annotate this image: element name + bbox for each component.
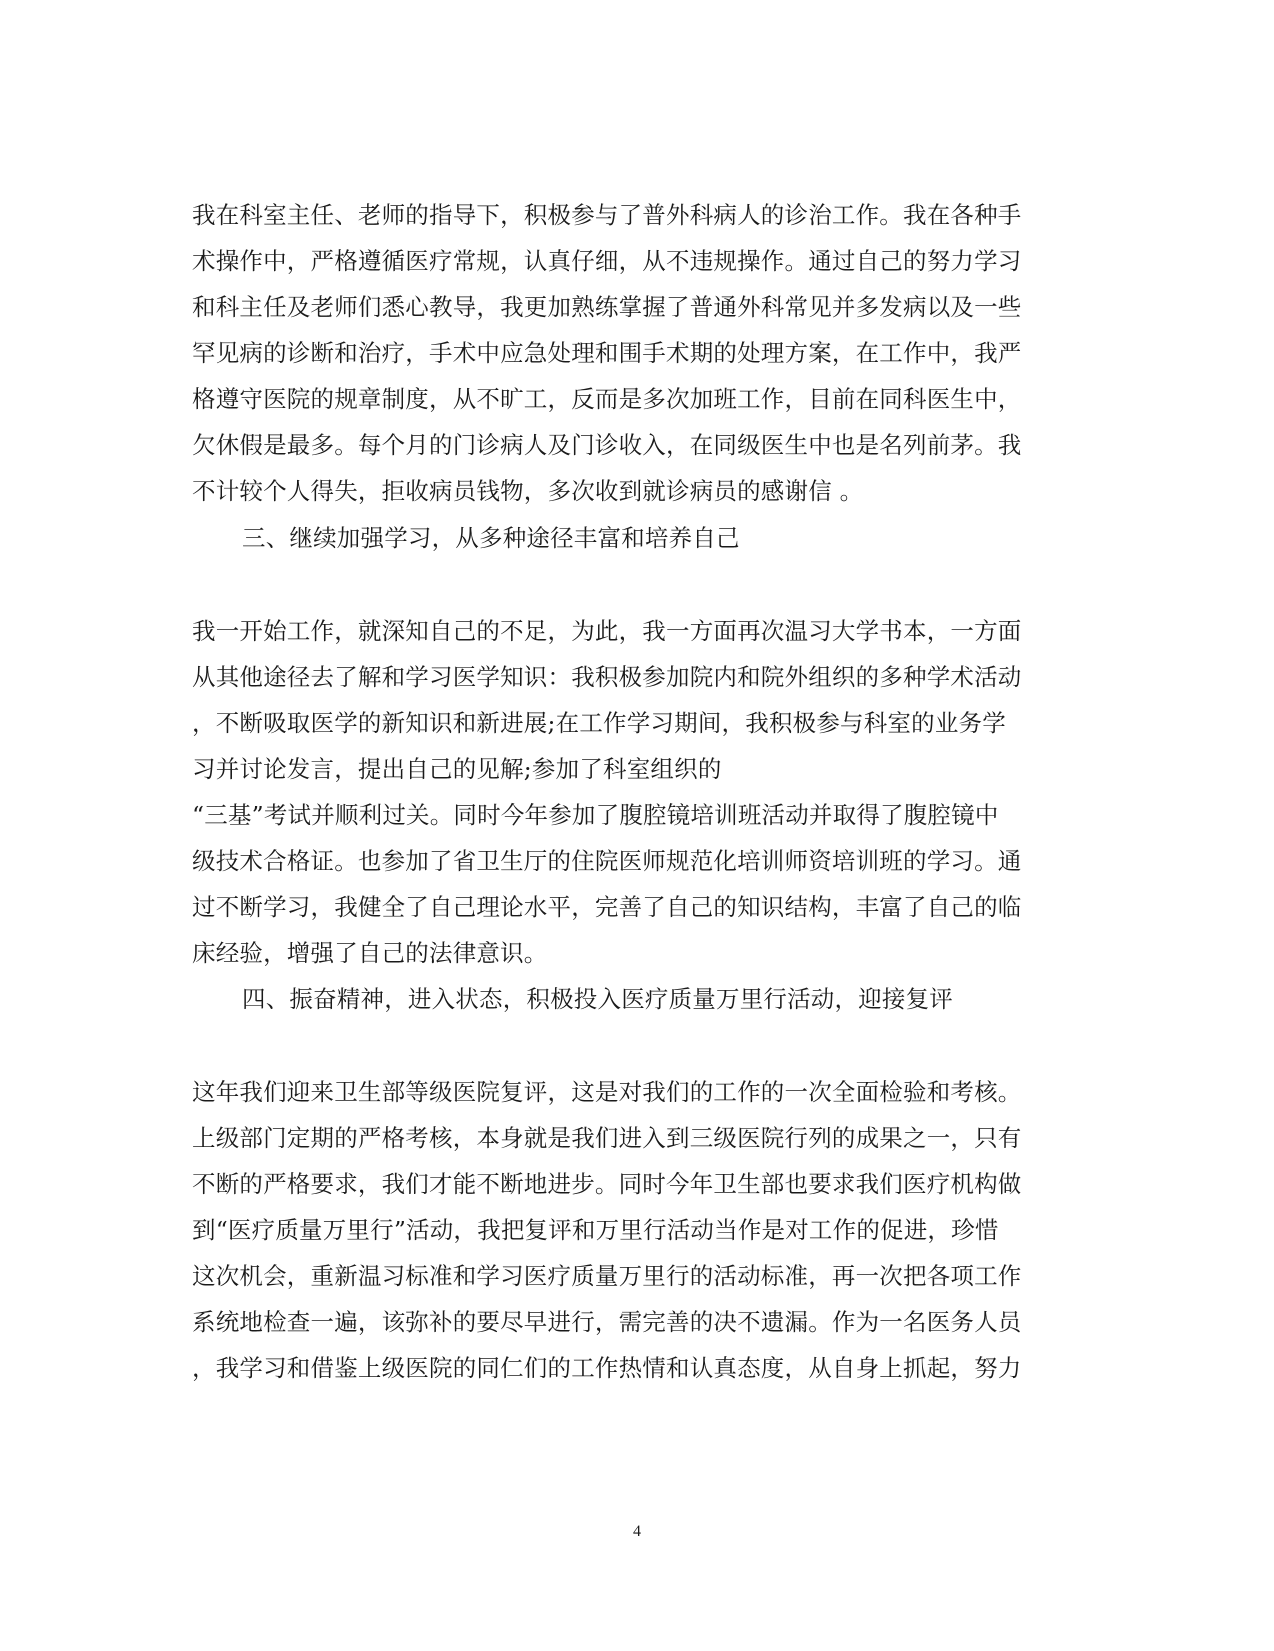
- paragraph-2-line-4: 习并讨论发言，提出自己的见解;参加了科室组织的: [192, 755, 722, 783]
- paragraph-2-line-5: “三基”考试并顺利过关。同时今年参加了腹腔镜培训班活动并取得了腹腔镜中: [192, 801, 999, 829]
- section-heading-4: 四、振奋精神，进入状态，积极投入医疗质量万里行活动，迎接复评: [242, 985, 953, 1013]
- section-heading-3: 三、继续加强学习，从多种途径丰富和培养自己: [242, 524, 740, 552]
- paragraph-3-line-2: 上级部门定期的严格考核，本身就是我们进入到三级医院行列的成果之一，只有: [192, 1124, 1022, 1152]
- paragraph-1-line-6: 欠休假是最多。每个月的门诊病人及门诊收入，在同级医生中也是名列前茅。我: [192, 431, 1022, 459]
- paragraph-1-line-4: 罕见病的诊断和治疗，手术中应急处理和围手术期的处理方案，在工作中，我严: [192, 339, 1022, 367]
- paragraph-1-line-7: 不计较个人得失，拒收病员钱物，多次收到就诊病员的感谢信 。: [192, 477, 864, 505]
- paragraph-1-line-1: 我在科室主任、老师的指导下，积极参与了普外科病人的诊治工作。我在各种手: [192, 201, 1022, 229]
- page-number: 4: [633, 1523, 641, 1540]
- paragraph-2-line-1: 我一开始工作，就深知自己的不足，为此，我一方面再次温习大学书本，一方面: [192, 617, 1022, 645]
- paragraph-2-line-3: ，不断吸取医学的新知识和新进展;在工作学习期间，我积极参与科室的业务学: [192, 709, 1006, 737]
- paragraph-3-line-5: 这次机会，重新温习标准和学习医疗质量万里行的活动标准，再一次把各项工作: [192, 1262, 1022, 1290]
- paragraph-1-line-3: 和科主任及老师们悉心教导，我更加熟练掌握了普通外科常见并多发病以及一些: [192, 293, 1022, 321]
- paragraph-3-line-1: 这年我们迎来卫生部等级医院复评，这是对我们的工作的一次全面检验和考核。: [192, 1078, 1022, 1106]
- paragraph-1-line-5: 格遵守医院的规章制度，从不旷工，反而是多次加班工作，目前在同科医生中，: [192, 385, 1022, 413]
- paragraph-3-line-4: 到“医疗质量万里行”活动，我把复评和万里行活动当作是对工作的促进，珍惜: [192, 1216, 999, 1244]
- paragraph-2-line-6: 级技术合格证。也参加了省卫生厅的住院医师规范化培训师资培训班的学习。通: [192, 847, 1022, 875]
- paragraph-2-line-7: 过不断学习，我健全了自己理论水平，完善了自己的知识结构，丰富了自己的临: [192, 893, 1022, 921]
- paragraph-3-line-7: ，我学习和借鉴上级医院的同仁们的工作热情和认真态度，从自身上抓起，努力: [192, 1354, 1022, 1382]
- paragraph-3-line-6: 系统地检查一遍，该弥补的要尽早进行，需完善的决不遗漏。作为一名医务人员: [192, 1308, 1022, 1336]
- paragraph-3-line-3: 不断的严格要求，我们才能不断地进步。同时今年卫生部也要求我们医疗机构做: [192, 1170, 1022, 1198]
- paragraph-1-line-2: 术操作中，严格遵循医疗常规，认真仔细，从不违规操作。通过自己的努力学习: [192, 247, 1022, 275]
- paragraph-2-line-8: 床经验，增强了自己的法律意识。: [192, 939, 548, 967]
- paragraph-2-line-2: 从其他途径去了解和学习医学知识：我积极参加院内和院外组织的多种学术活动: [192, 663, 1022, 691]
